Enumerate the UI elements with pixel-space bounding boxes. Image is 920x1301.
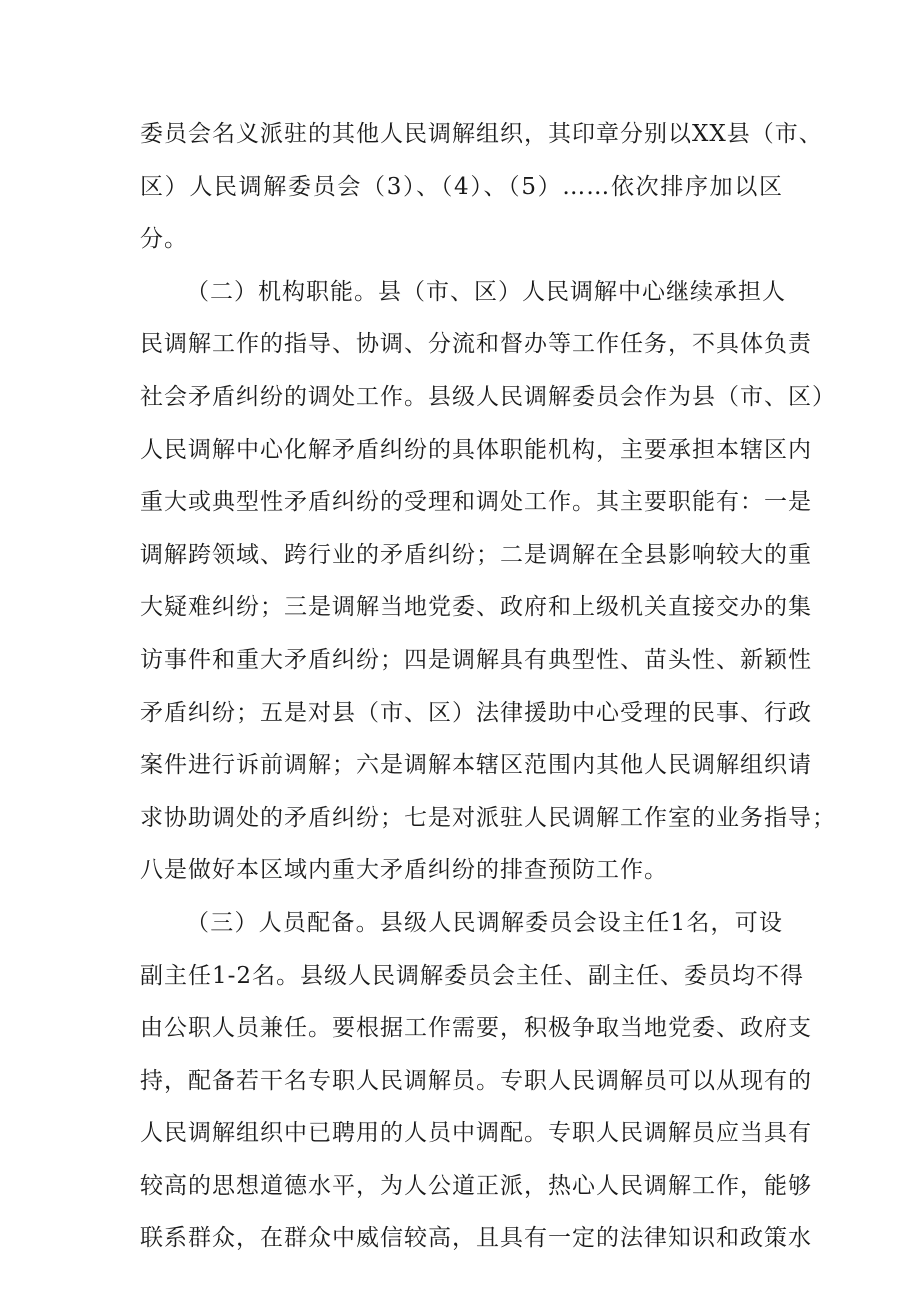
text-line: 人民调解中心化解矛盾纠纷的具体职能机构，主要承担本辖区内 <box>140 436 812 463</box>
text-line: 调解跨领域、跨行业的矛盾纠纷；二是调解在全县影响较大的重 <box>140 541 812 568</box>
text-line: 求协助调处的矛盾纠纷；七是对派驻人民调解工作室的业务指导； <box>140 804 836 831</box>
text-line: 民调解工作的指导、协调、分流和督办等工作任务，不具体负责 <box>140 331 812 358</box>
text-line: 大疑难纠纷；三是调解当地党委、政府和上级机关直接交办的集 <box>140 594 812 621</box>
text-line: 社会矛盾纠纷的调处工作。县级人民调解委员会作为县（市、区） <box>140 383 836 410</box>
text-line: 较高的思想道德水平，为人公道正派，热心人民调解工作，能够 <box>140 1172 812 1199</box>
text-line: 由公职人员兼任。要根据工作需要，积极争取当地党委、政府支 <box>140 1015 812 1042</box>
text-line: 区）人民调解委员会（3）、（4）、（5）……依次排序加以区 <box>140 173 783 200</box>
text-line: 联系群众，在群众中威信较高，且具有一定的法律知识和政策水 <box>140 1225 812 1252</box>
text-line: 访事件和重大矛盾纠纷；四是调解具有典型性、苗头性、新颖性 <box>140 646 812 673</box>
text-line: 委员会名义派驻的其他人民调解组织，其印章分别以XX县（市、 <box>140 121 823 147</box>
text-line: 分。 <box>140 226 188 253</box>
text-line: 副主任1-2名。县级人民调解委员会主任、副主任、委员均不得 <box>140 962 805 989</box>
text-line: 人民调解组织中已聘用的人员中调配。专职人民调解员应当具有 <box>140 1120 812 1147</box>
text-line: 矛盾纠纷；五是对县（市、区）法律援助中心受理的民事、行政 <box>140 699 812 726</box>
text-line: 案件进行诉前调解；六是调解本辖区范围内其他人民调解组织请 <box>140 752 812 779</box>
text-line: 八是做好本区域内重大矛盾纠纷的排查预防工作。 <box>140 857 668 884</box>
text-line: 重大或典型性矛盾纠纷的受理和调处工作。其主要职能有：一是 <box>140 489 812 516</box>
text-line: 持，配备若干名专职人民调解员。专职人民调解员可以从现有的 <box>140 1067 812 1094</box>
section-heading-line: （二）机构职能。县（市、区）人民调解中心继续承担人 <box>186 278 786 305</box>
body-text <box>140 108 836 1265</box>
section-heading-line: （三）人员配备。县级人民调解委员会设主任1名，可设 <box>186 909 783 936</box>
